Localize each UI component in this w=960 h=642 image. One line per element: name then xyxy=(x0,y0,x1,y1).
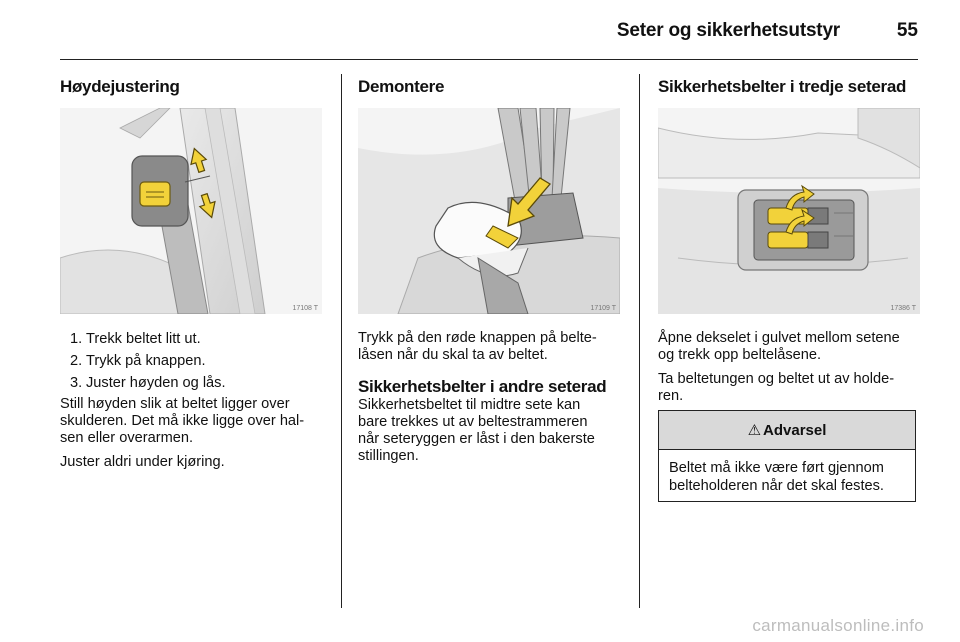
figure-code: 17109 T xyxy=(590,305,616,312)
steps-list xyxy=(60,331,328,392)
text-line: Trykk på den røde knappen på belte- xyxy=(358,330,597,346)
figure-height-adjustment xyxy=(60,108,322,314)
warning-body xyxy=(659,450,915,495)
text-line: låsen når du skal ta av beltet. xyxy=(358,347,548,363)
paragraph xyxy=(358,397,628,465)
warning-icon: ⚠ xyxy=(747,422,762,439)
text-line: og trekk opp beltelåsene. xyxy=(658,347,822,363)
list-item xyxy=(60,331,328,348)
warning-header xyxy=(659,411,915,450)
figure-third-row xyxy=(658,108,920,314)
section-heading-remove: Demontere xyxy=(358,77,445,96)
buckle-release-illustration xyxy=(358,108,620,314)
figure-code: 17108 T xyxy=(292,305,318,312)
step-text: Trekk beltet litt ut. xyxy=(86,331,201,347)
watermark: carmanualsonline.info xyxy=(752,616,924,635)
floor-compartment-illustration xyxy=(658,108,920,314)
figure-remove xyxy=(358,108,620,314)
text-line: sen eller overarmen. xyxy=(60,430,194,446)
paragraph xyxy=(60,396,328,447)
step-number: 3. xyxy=(70,375,83,391)
text-line: når seteryggen er låst i den bakerste xyxy=(358,431,595,447)
text-line: stillingen. xyxy=(358,448,419,464)
step-number: 2. xyxy=(70,353,83,369)
figure-code: 17386 T xyxy=(890,305,916,312)
text-line: Beltet må ikke være ført gjennom xyxy=(669,460,884,476)
column-divider-2 xyxy=(639,74,640,608)
col3-body xyxy=(658,330,920,412)
paragraph xyxy=(358,330,628,364)
text-line: belteholderen når det skal festes. xyxy=(669,478,884,494)
text-line: Still høyden slik at beltet ligger over xyxy=(60,396,290,412)
warning-box xyxy=(658,410,916,502)
step-text: Trykk på knappen. xyxy=(86,353,206,369)
col1-body xyxy=(60,331,328,478)
text-line: Ta beltetungen og beltet ut av holde- xyxy=(658,371,895,387)
height-adjuster-illustration xyxy=(60,108,322,314)
section-heading-height-adjustment: Høydejustering xyxy=(60,77,180,96)
text-line: skulderen. Det må ikke ligge over hal- xyxy=(60,413,305,429)
paragraph xyxy=(658,371,920,405)
paragraph: Juster aldri under kjøring. xyxy=(60,454,225,470)
text-line: ren. xyxy=(658,388,684,404)
text-line: bare trekkes ut av beltestrammeren xyxy=(358,414,588,430)
section-heading-third-row-belts: Sikkerhetsbelter i tredje seterad xyxy=(658,77,907,96)
paragraph xyxy=(658,330,920,364)
page-title: Seter og sikkerhetsutstyr xyxy=(616,20,840,41)
step-number: 1. xyxy=(70,331,83,347)
text-line: Åpne dekselet i gulvet mellom setene xyxy=(658,330,900,346)
list-item xyxy=(60,375,328,392)
column-divider-1 xyxy=(341,74,342,608)
header-divider xyxy=(60,59,918,60)
warning-title: Advarsel xyxy=(763,421,827,439)
col2-body xyxy=(358,330,628,472)
subheading-second-row-belts: Sikkerhetsbelter i andre seterad xyxy=(358,377,607,396)
page-number: 55 xyxy=(896,20,918,41)
list-item xyxy=(60,353,328,370)
step-text: Juster høyden og lås. xyxy=(86,375,226,391)
text-line: Sikkerhetsbeltet til midtre sete kan xyxy=(358,397,581,413)
